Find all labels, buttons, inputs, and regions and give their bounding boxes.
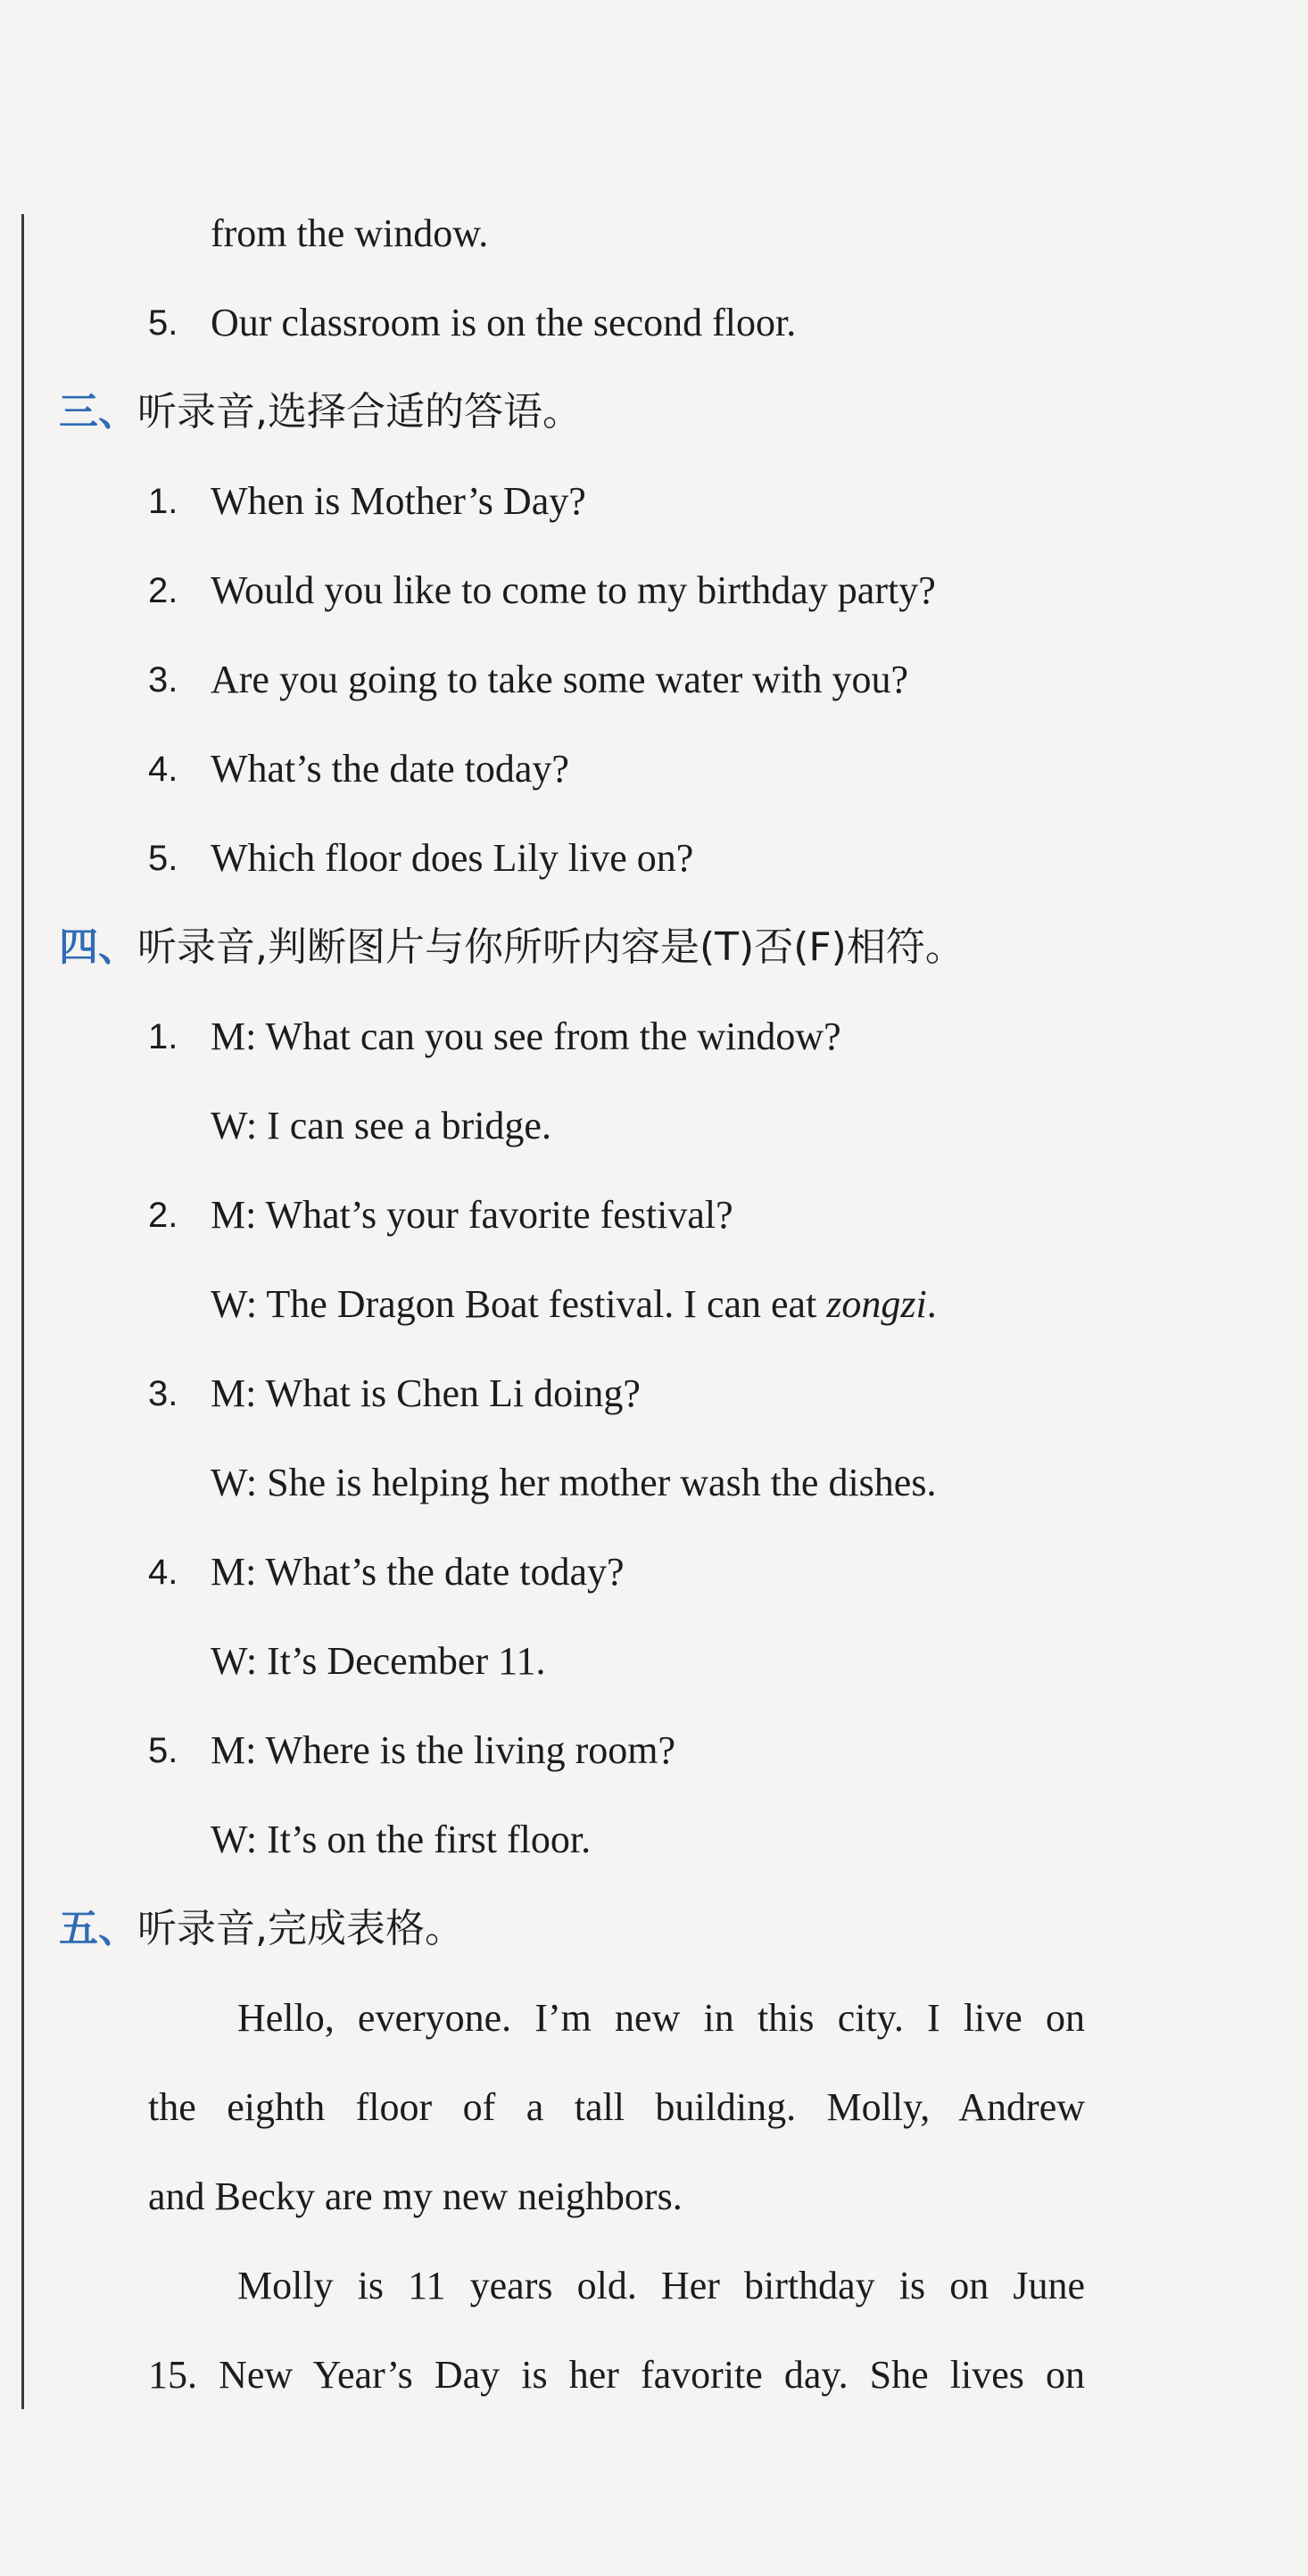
section-title: 听录音,完成表格。: [137, 1906, 464, 1951]
speaker-m-line: M: What’s the date today?: [211, 1550, 625, 1594]
section-heading-5: [59, 1902, 464, 1956]
speaker-w-line: W: It’s December 11.: [211, 1639, 546, 1683]
section-heading-3: [59, 385, 582, 439]
speaker-m-line: M: What can you see from the window?: [211, 1015, 841, 1058]
item-number: 4.: [148, 1553, 178, 1592]
item-number: 5.: [148, 303, 178, 343]
item-number: 5.: [148, 1731, 178, 1770]
section-number: 四、: [59, 924, 137, 970]
section-title: 听录音,选择合适的答语。: [137, 389, 582, 435]
paragraph-line: the eighth floor of a tall building. Molly, Andrew: [148, 2085, 1085, 2129]
item-text: What’s the date today?: [211, 747, 569, 791]
paragraph-line: and Becky are my new neighbors.: [148, 2174, 683, 2218]
item-text: Are you going to take some water with you?: [211, 658, 909, 701]
speaker-w-line: W: It’s on the first floor.: [211, 1818, 592, 1861]
speaker-w-text: W: The Dragon Boat festival. I can eat: [211, 1282, 827, 1326]
item-number: 5.: [148, 839, 178, 878]
item-number: 4.: [148, 750, 178, 789]
speaker-m-line: M: What is Chen Li doing?: [211, 1371, 641, 1415]
paragraph-line: Molly is 11 years old. Her birthday is on June: [237, 2264, 1085, 2307]
section-number: 三、: [59, 389, 137, 435]
italic-word: zongzi: [826, 1282, 927, 1326]
speaker-m-line: M: Where is the living room?: [211, 1728, 675, 1772]
speaker-w-line: W: She is helping her mother wash the dishes.: [211, 1461, 937, 1504]
item-number: 2.: [148, 1196, 178, 1235]
section-title: 听录音,判断图片与你所听内容是(T)否(F)相符。: [137, 924, 964, 970]
item-text: Our classroom is on the second floor.: [211, 301, 797, 344]
paragraph-line: 15. New Year’s Day is her favorite day. She lives on: [148, 2353, 1085, 2397]
section-heading-4: [59, 921, 964, 974]
item-number: 3.: [148, 1374, 178, 1413]
item-number: 1.: [148, 482, 178, 521]
item-text: When is Mother’s Day?: [211, 479, 586, 523]
speaker-m-line: M: What’s your favorite festival?: [211, 1193, 733, 1237]
speaker-w-line: W: I can see a bridge.: [211, 1104, 551, 1147]
item-number: 1.: [148, 1017, 178, 1056]
item-text: Which floor does Lily live on?: [211, 836, 694, 880]
speaker-w-line: [211, 1278, 937, 1331]
item-number: 2.: [148, 571, 178, 610]
section-number: 五、: [59, 1906, 137, 1951]
paragraph-line: Hello, everyone. I’m new in this city. I live on: [237, 1996, 1085, 2040]
sentence-end: .: [926, 1282, 937, 1326]
item-text: Would you like to come to my birthday party?: [211, 568, 936, 612]
continuation-line: from the window.: [211, 211, 489, 255]
item-number: 3.: [148, 660, 178, 700]
margin-rule: [21, 214, 24, 2409]
